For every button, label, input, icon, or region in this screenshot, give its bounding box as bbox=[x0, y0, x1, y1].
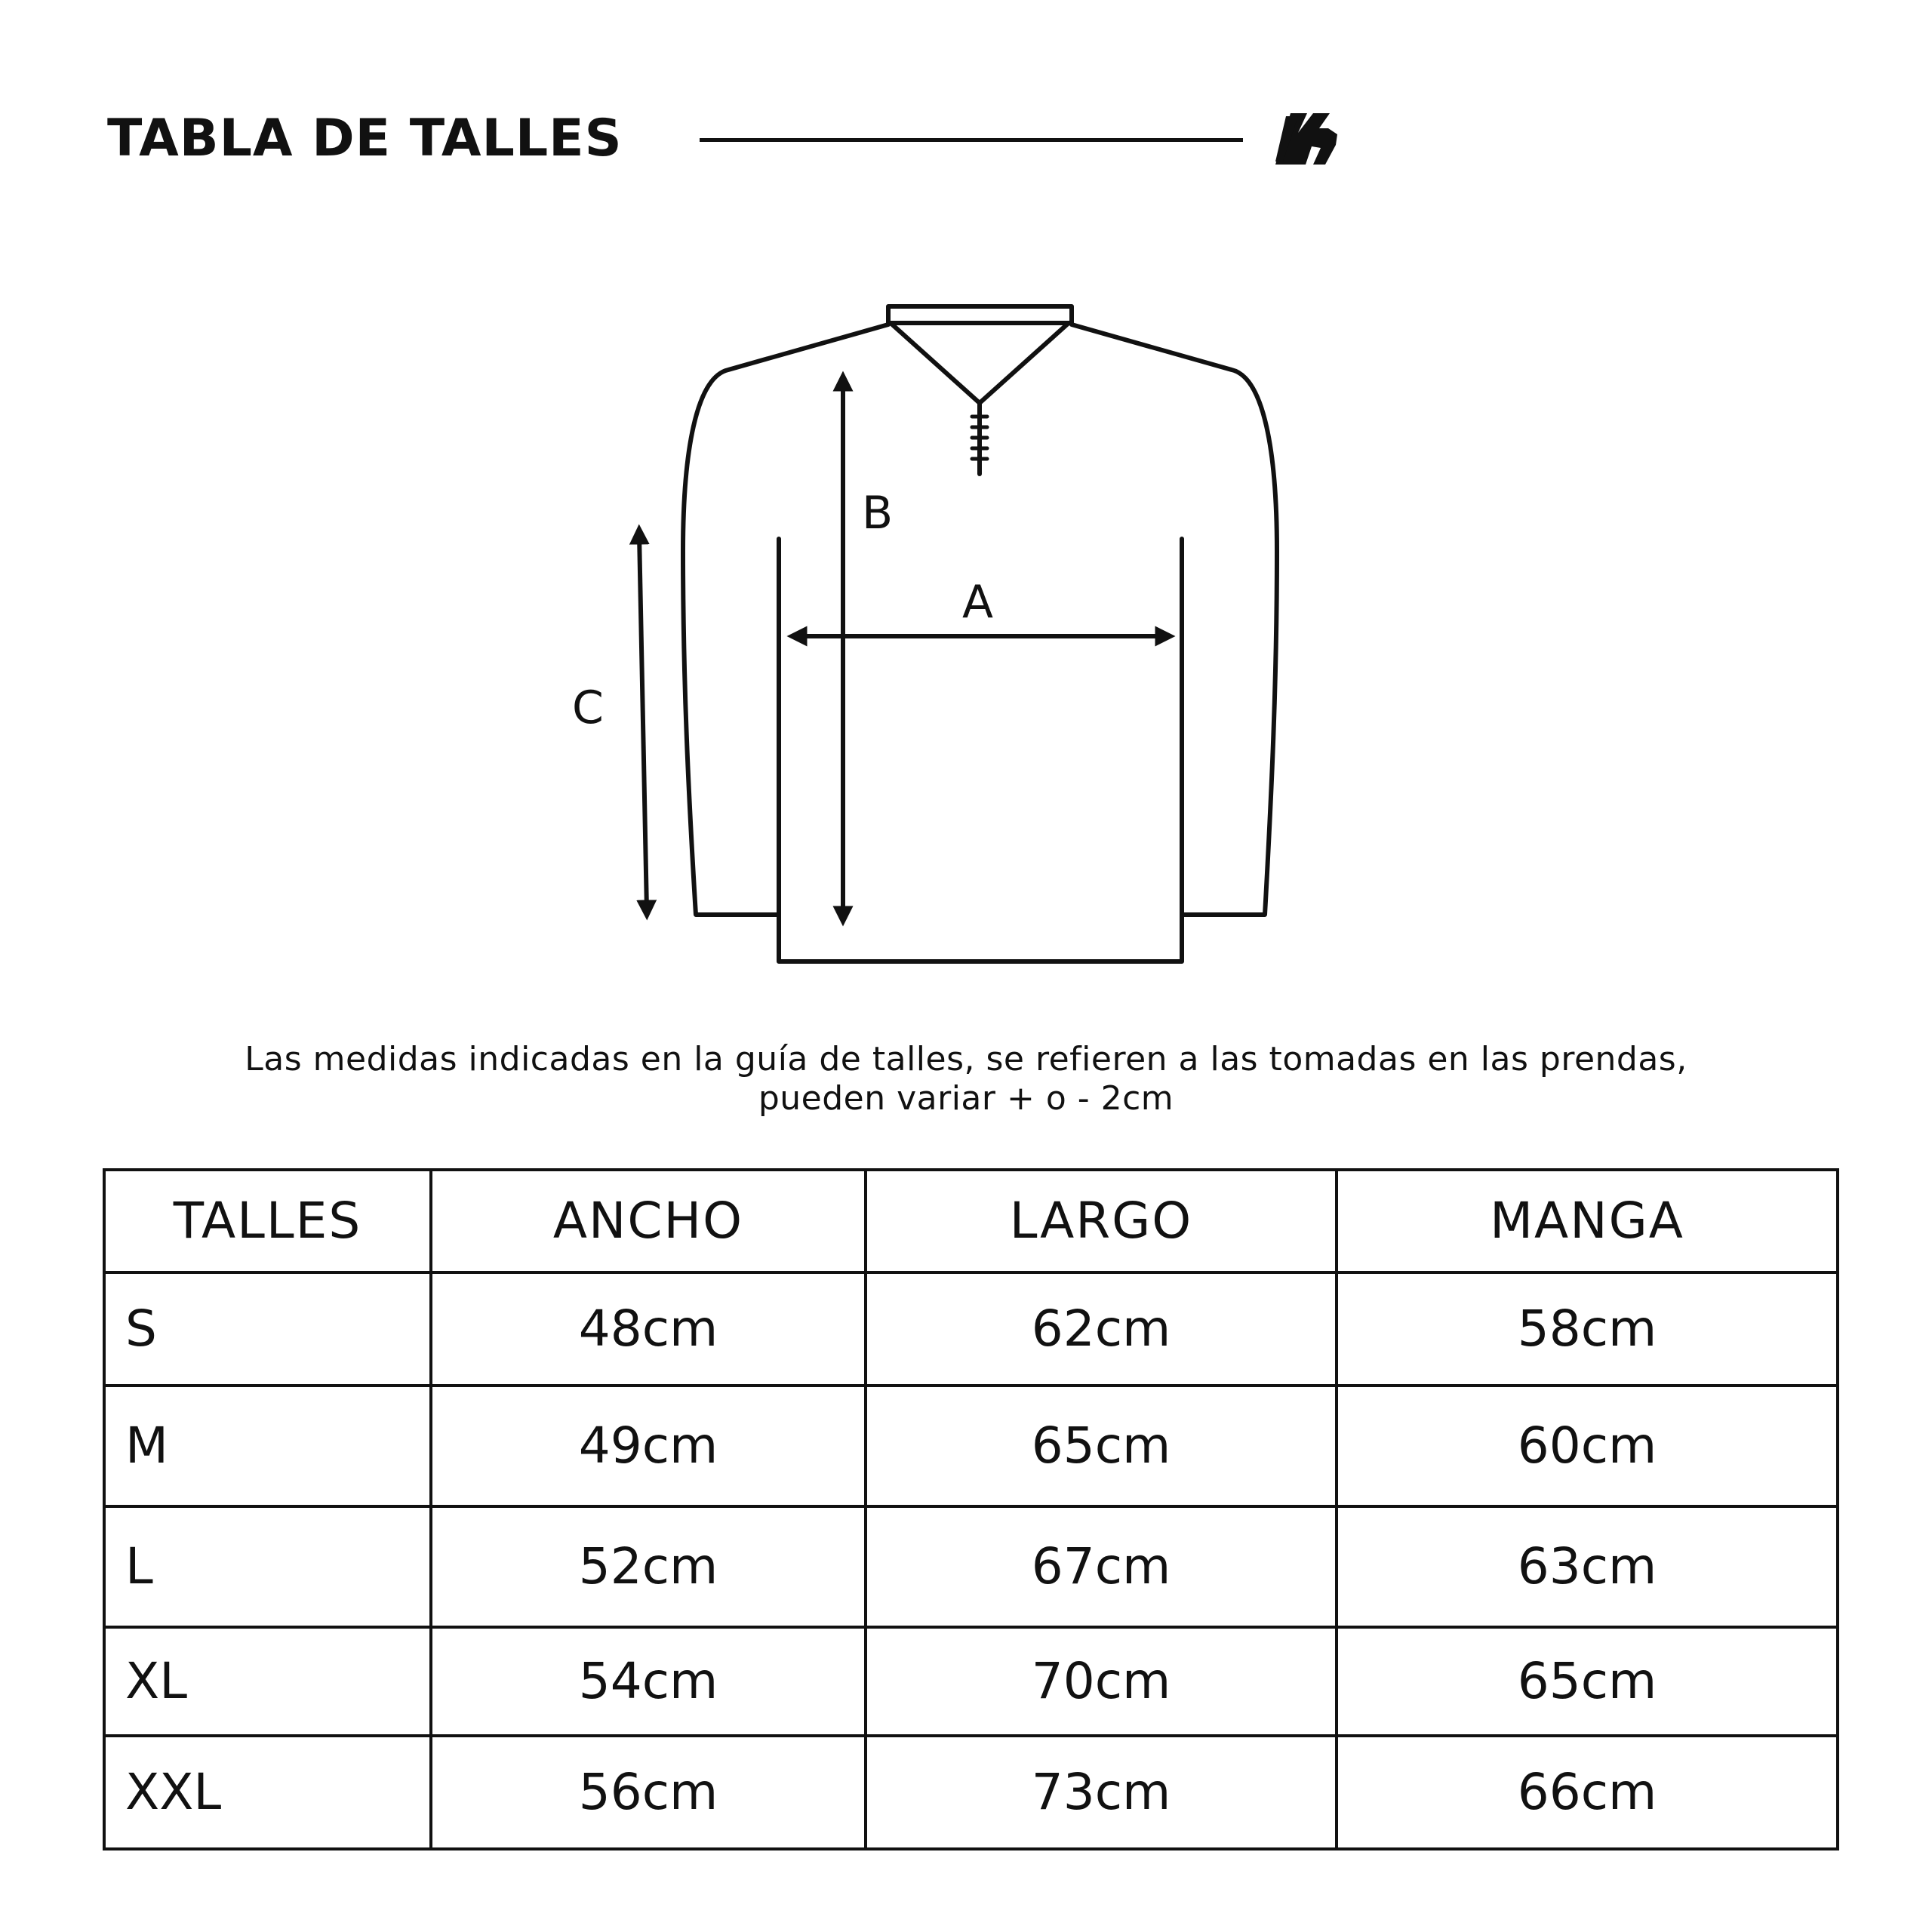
arrow-c bbox=[639, 534, 647, 910]
header-ancho: ANCHO bbox=[431, 1170, 866, 1272]
largo-cell: 65cm bbox=[866, 1386, 1337, 1506]
collar-band bbox=[888, 306, 1072, 323]
size-cell: XXL bbox=[104, 1736, 431, 1849]
page-title: TABLA DE TALLES bbox=[107, 109, 623, 168]
label-b: B bbox=[862, 487, 894, 540]
ancho-cell: 48cm bbox=[431, 1272, 866, 1386]
manga-cell: 63cm bbox=[1337, 1506, 1838, 1627]
ancho-cell: 56cm bbox=[431, 1736, 866, 1849]
manga-cell: 60cm bbox=[1337, 1386, 1838, 1506]
ancho-cell: 49cm bbox=[431, 1386, 866, 1506]
largo-cell: 73cm bbox=[866, 1736, 1337, 1849]
note-line-1: Las medidas indicadas en la guía de talles, se refieren a las tomadas en las prendas, bbox=[245, 1040, 1687, 1078]
measure-arrows bbox=[639, 381, 1165, 916]
table-row bbox=[104, 1272, 1838, 1386]
size-cell: XL bbox=[104, 1627, 431, 1736]
header-manga: MANGA bbox=[1337, 1170, 1838, 1272]
header-talles: TALLES bbox=[104, 1170, 431, 1272]
size-cell: S bbox=[104, 1272, 431, 1386]
label-a: A bbox=[962, 576, 994, 629]
label-c: C bbox=[572, 681, 604, 734]
manga-cell: 58cm bbox=[1337, 1272, 1838, 1386]
largo-cell: 62cm bbox=[866, 1272, 1337, 1386]
manga-cell: 66cm bbox=[1337, 1736, 1838, 1849]
table-row bbox=[104, 1386, 1838, 1506]
header-largo: LARGO bbox=[866, 1170, 1337, 1272]
table-header-row bbox=[104, 1170, 1838, 1272]
largo-cell: 67cm bbox=[866, 1506, 1337, 1627]
left-sleeve bbox=[683, 325, 888, 915]
ancho-cell: 52cm bbox=[431, 1506, 866, 1627]
largo-cell: 70cm bbox=[866, 1627, 1337, 1736]
size-cell: M bbox=[104, 1386, 431, 1506]
note-line-2: pueden variar + o - 2cm bbox=[758, 1079, 1174, 1118]
ancho-cell: 54cm bbox=[431, 1627, 866, 1736]
measurement-note bbox=[75, 1040, 1857, 1118]
manga-cell: 65cm bbox=[1337, 1627, 1838, 1736]
table-row bbox=[104, 1506, 1838, 1627]
table-row bbox=[104, 1627, 1838, 1736]
neck-v bbox=[891, 323, 1069, 403]
right-sleeve bbox=[1072, 325, 1277, 915]
size-table bbox=[103, 1168, 1839, 1850]
table-row bbox=[104, 1736, 1838, 1849]
size-cell: L bbox=[104, 1506, 431, 1627]
